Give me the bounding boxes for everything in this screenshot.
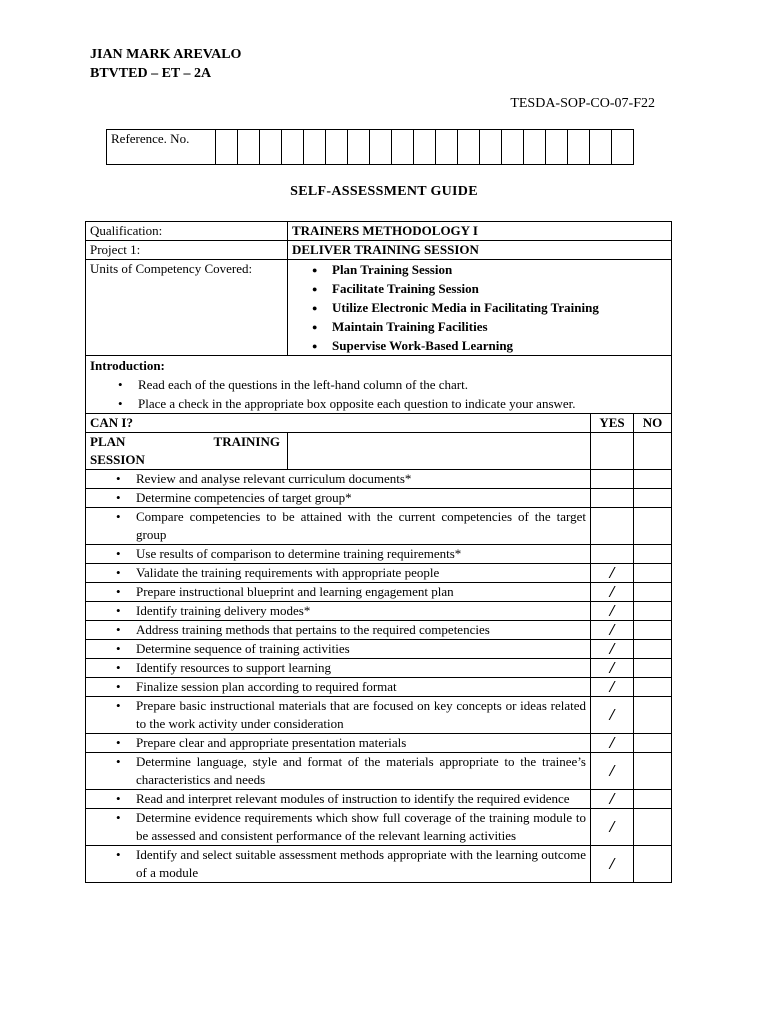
document-code: TESDA-SOP-CO-07-F22 <box>510 96 655 111</box>
question-cell <box>86 583 591 602</box>
no-checkbox-cell[interactable] <box>634 489 672 508</box>
no-checkbox-cell[interactable] <box>634 621 672 640</box>
yes-checkbox-cell[interactable]: / <box>591 697 634 734</box>
reference-box[interactable] <box>392 130 414 165</box>
question-text: • Prepare instructional blueprint and learning engagement plan <box>90 583 586 601</box>
question-row <box>86 489 672 508</box>
question-cell <box>86 809 591 846</box>
yes-checkbox-cell[interactable]: / <box>591 734 634 753</box>
no-checkbox-cell[interactable] <box>634 470 672 489</box>
unit-item: ● Plan Training Session <box>284 260 667 279</box>
yes-checkbox-cell[interactable]: / <box>591 790 634 809</box>
introduction-cell <box>86 356 672 414</box>
question-text: • Compare competencies to be attained with the current competencies of the target group <box>90 508 586 544</box>
question-text: • Validate the training requirements with appropriate people <box>90 564 586 582</box>
no-checkbox-cell[interactable] <box>634 734 672 753</box>
question-row <box>86 602 672 621</box>
question-text: • Prepare basic instructional materials that are focused on key concepts or ideas related to the work activity under consideration <box>90 697 586 733</box>
section-title-word: SESSION <box>90 452 145 467</box>
reference-box[interactable] <box>524 130 546 165</box>
no-checkbox-cell[interactable] <box>634 846 672 883</box>
introduction-list <box>90 375 667 413</box>
question-text: • Prepare clear and appropriate presentation materials <box>90 734 586 752</box>
question-text: • Address training methods that pertains to the required competencies <box>90 621 586 639</box>
no-checkbox-cell[interactable] <box>634 564 672 583</box>
reference-box[interactable] <box>282 130 304 165</box>
question-cell <box>86 678 591 697</box>
question-row <box>86 753 672 790</box>
question-row <box>86 734 672 753</box>
question-text: • Identify resources to support learning <box>90 659 586 677</box>
reference-box[interactable] <box>216 130 238 165</box>
reference-number-table <box>106 129 634 165</box>
unit-item: ● Supervise Work-Based Learning <box>284 336 667 355</box>
question-cell <box>86 470 591 489</box>
reference-box[interactable] <box>480 130 502 165</box>
question-cell <box>86 545 591 564</box>
question-text: • Identify training delivery modes* <box>90 602 586 620</box>
section-title-blank <box>288 433 591 470</box>
yes-checkbox-cell[interactable]: / <box>591 583 634 602</box>
project-value: DELIVER TRAINING SESSION <box>288 241 672 260</box>
question-cell <box>86 621 591 640</box>
no-checkbox-cell[interactable] <box>634 640 672 659</box>
can-i-header: CAN I? <box>86 414 591 433</box>
question-row <box>86 564 672 583</box>
project-label: Project 1: <box>86 241 288 260</box>
question-row <box>86 545 672 564</box>
no-checkbox-cell[interactable] <box>634 790 672 809</box>
yes-checkbox-cell[interactable]: / <box>591 846 634 883</box>
yes-checkbox-cell[interactable] <box>591 508 634 545</box>
units-list <box>284 260 667 355</box>
question-cell <box>86 753 591 790</box>
question-row <box>86 583 672 602</box>
no-checkbox-cell[interactable] <box>634 602 672 621</box>
no-header: NO <box>634 414 672 433</box>
yes-header: YES <box>591 414 634 433</box>
no-checkbox-cell[interactable] <box>634 583 672 602</box>
question-cell <box>86 697 591 734</box>
question-cell <box>86 602 591 621</box>
student-section: BTVTED – ET – 2A <box>90 66 212 81</box>
unit-item: ● Maintain Training Facilities <box>284 317 667 336</box>
introduction-item: • Read each of the questions in the left-hand column of the chart. <box>90 375 667 394</box>
question-row <box>86 790 672 809</box>
reference-box[interactable] <box>414 130 436 165</box>
yes-checkbox-cell[interactable]: / <box>591 753 634 790</box>
introduction-label: Introduction: <box>90 358 165 373</box>
yes-checkbox-cell[interactable] <box>591 489 634 508</box>
introduction-item: • Place a check in the appropriate box opposite each question to indicate your answer. <box>90 394 667 413</box>
question-cell <box>86 734 591 753</box>
yes-cell[interactable] <box>591 433 634 470</box>
no-checkbox-cell[interactable] <box>634 545 672 564</box>
question-text: • Review and analyse relevant curriculum documents* <box>90 470 586 488</box>
reference-box[interactable] <box>436 130 458 165</box>
question-row <box>86 621 672 640</box>
question-text: • Finalize session plan according to required format <box>90 678 586 696</box>
reference-box[interactable] <box>590 130 612 165</box>
question-text: • Determine language, style and format of the materials appropriate to the trainee’s characteristics and needs <box>90 753 586 789</box>
reference-box[interactable] <box>238 130 260 165</box>
question-cell <box>86 659 591 678</box>
reference-box[interactable] <box>260 130 282 165</box>
question-text: • Use results of comparison to determine training requirements* <box>90 545 586 563</box>
question-text: • Determine evidence requirements which show full coverage of the training module to be assessed and consistent performance of the relevant learning activities <box>90 809 586 845</box>
no-checkbox-cell[interactable] <box>634 753 672 790</box>
section-title-word: PLAN <box>90 434 126 449</box>
reference-box[interactable] <box>546 130 568 165</box>
reference-box[interactable] <box>612 130 634 165</box>
no-checkbox-cell[interactable] <box>634 659 672 678</box>
question-text: • Read and interpret relevant modules of instruction to identify the required evidence <box>90 790 586 808</box>
yes-checkbox-cell[interactable]: / <box>591 659 634 678</box>
question-text: • Determine competencies of target group* <box>90 489 586 507</box>
section-title <box>90 433 283 451</box>
yes-checkbox-cell[interactable]: / <box>591 602 634 621</box>
reference-box[interactable] <box>348 130 370 165</box>
yes-checkbox-cell[interactable] <box>591 545 634 564</box>
reference-box[interactable] <box>502 130 524 165</box>
units-label: Units of Competency Covered: <box>86 260 288 356</box>
question-text: • Determine sequence of training activities <box>90 640 586 658</box>
question-cell <box>86 508 591 545</box>
page-title: SELF-ASSESSMENT GUIDE <box>290 184 478 199</box>
question-row <box>86 846 672 883</box>
yes-checkbox-cell[interactable]: / <box>591 640 634 659</box>
reference-box[interactable] <box>568 130 590 165</box>
yes-checkbox-cell[interactable]: / <box>591 564 634 583</box>
question-cell <box>86 489 591 508</box>
reference-box[interactable] <box>304 130 326 165</box>
no-checkbox-cell[interactable] <box>634 697 672 734</box>
questions-body <box>86 470 672 883</box>
reference-box[interactable] <box>458 130 480 165</box>
units-list-cell <box>288 260 672 356</box>
question-row <box>86 809 672 846</box>
question-row <box>86 659 672 678</box>
question-row <box>86 508 672 545</box>
reference-label: Reference. No. <box>107 130 216 165</box>
yes-checkbox-cell[interactable]: / <box>591 621 634 640</box>
yes-checkbox-cell[interactable]: / <box>591 678 634 697</box>
no-cell[interactable] <box>634 433 672 470</box>
no-checkbox-cell[interactable] <box>634 809 672 846</box>
qualification-label: Qualification: <box>86 222 288 241</box>
question-row <box>86 470 672 489</box>
yes-checkbox-cell[interactable] <box>591 470 634 489</box>
qualification-value: TRAINERS METHODOLOGY I <box>288 222 672 241</box>
student-name: JIAN MARK AREVALO <box>90 47 242 62</box>
question-text: • Identify and select suitable assessment methods appropriate with the learning outcome of a module <box>90 846 586 882</box>
section-title-word: TRAINING <box>213 434 280 449</box>
reference-box[interactable] <box>370 130 392 165</box>
question-cell <box>86 846 591 883</box>
question-cell <box>86 564 591 583</box>
section-title-cell <box>86 433 288 470</box>
no-checkbox-cell[interactable] <box>634 508 672 545</box>
unit-item: ● Facilitate Training Session <box>284 279 667 298</box>
self-assessment-table <box>85 221 672 883</box>
reference-box[interactable] <box>326 130 348 165</box>
question-cell <box>86 640 591 659</box>
question-cell <box>86 790 591 809</box>
yes-checkbox-cell[interactable]: / <box>591 809 634 846</box>
unit-item: ● Utilize Electronic Media in Facilitating Training <box>284 298 667 317</box>
question-row <box>86 640 672 659</box>
question-row <box>86 697 672 734</box>
no-checkbox-cell[interactable] <box>634 678 672 697</box>
question-row <box>86 678 672 697</box>
